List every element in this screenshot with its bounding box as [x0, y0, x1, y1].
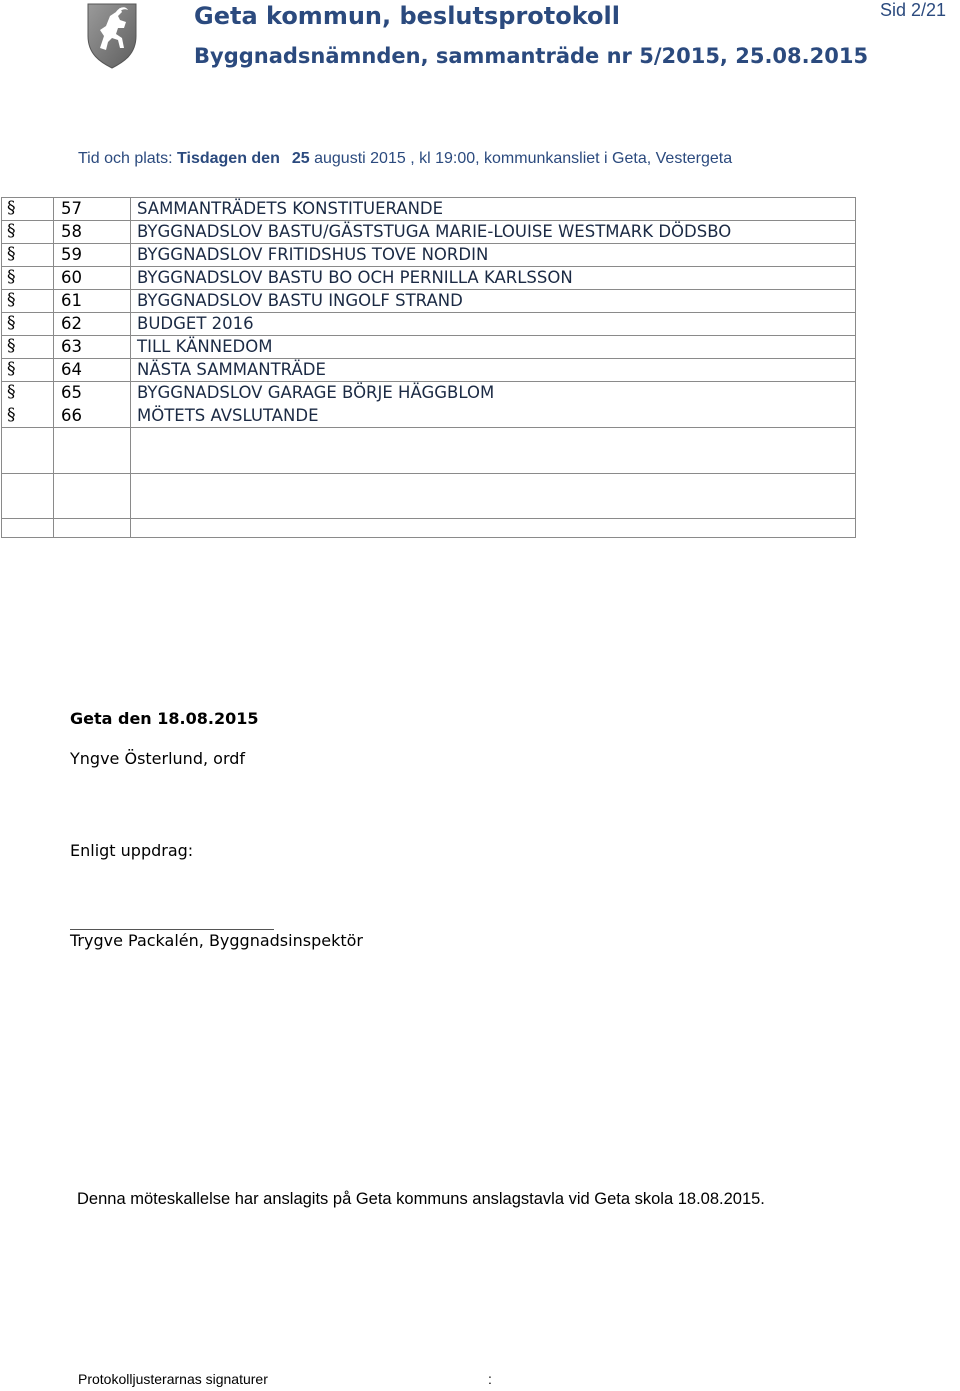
meeting-details: augusti 2015 , kl 19:00, kommunkansliet i Geta, Vestergeta	[314, 150, 733, 167]
agenda-title: BYGGNADSLOV BASTU INGOLF STRAND	[137, 291, 463, 310]
agenda-number: 63	[61, 337, 82, 356]
chair-name: Yngve Österlund, ordf	[70, 749, 246, 768]
agenda-number: 57	[61, 199, 82, 218]
agenda-number: 59	[61, 245, 82, 264]
agenda-row	[1, 197, 856, 220]
footer-label: Protokolljusterarnas signaturer	[78, 1371, 268, 1387]
agenda-row	[1, 266, 856, 289]
agenda-table	[1, 197, 856, 538]
agenda-number: 61	[61, 291, 82, 310]
section-symbol: §	[7, 221, 16, 241]
agenda-number: 62	[61, 314, 82, 333]
signature-line	[70, 929, 274, 930]
posting-notice: Denna möteskallelse har anslagits på Geta kommuns anslagstavla vid Geta skola 18.08.2015.	[77, 1190, 765, 1208]
coat-of-arms-goat-icon	[86, 2, 138, 70]
section-symbol: §	[7, 290, 16, 310]
section-symbol: §	[7, 382, 16, 402]
agenda-number: 66	[61, 406, 82, 425]
meeting-day: Tisdagen den	[177, 150, 280, 167]
agenda-title: BYGGNADSLOV BASTU BO OCH PERNILLA KARLSSON	[137, 268, 573, 287]
page-number: Sid 2/21	[880, 0, 947, 20]
agenda-number: 60	[61, 268, 82, 287]
inspector-name: Trygve Packalén, Byggnadsinspektör	[70, 931, 363, 950]
meeting-time-place	[78, 150, 732, 168]
agenda-number: 65	[61, 383, 82, 402]
agenda-row	[1, 358, 856, 381]
footer-signatures	[78, 1371, 492, 1387]
agenda-row	[1, 312, 856, 335]
meeting-label: Tid och plats:	[78, 150, 173, 167]
section-symbol: §	[7, 244, 16, 264]
agenda-number: 64	[61, 360, 82, 379]
agenda-title: BYGGNADSLOV FRITIDSHUS TOVE NORDIN	[137, 245, 489, 264]
document-title: Geta kommun, beslutsprotokoll	[194, 2, 620, 30]
agenda-row	[1, 220, 856, 243]
agenda-title: BYGGNADSLOV GARAGE BÖRJE HÄGGBLOM	[137, 383, 495, 402]
agenda-number: 58	[61, 222, 82, 241]
assignment-label: Enligt uppdrag:	[70, 841, 194, 860]
agenda-title: SAMMANTRÄDETS KONSTITUERANDE	[137, 199, 444, 218]
agenda-title: MÖTETS AVSLUTANDE	[137, 406, 319, 425]
document-subtitle: Byggnadsnämnden, sammanträde nr 5/2015, 25.08.2015	[194, 44, 869, 68]
agenda-row	[1, 404, 856, 427]
agenda-title: BUDGET 2016	[137, 314, 254, 333]
section-symbol: §	[7, 198, 16, 218]
signoff-date: Geta den 18.08.2015	[70, 709, 259, 728]
section-symbol: §	[7, 267, 16, 287]
section-symbol: §	[7, 313, 16, 333]
agenda-title: TILL KÄNNEDOM	[137, 337, 273, 356]
agenda-title: NÄSTA SAMMANTRÄDE	[137, 360, 326, 379]
meeting-daynum: 25	[291, 150, 310, 167]
section-symbol: §	[7, 336, 16, 356]
agenda-row	[1, 289, 856, 312]
section-symbol: §	[7, 405, 16, 425]
footer-colon: :	[488, 1371, 492, 1387]
agenda-title: BYGGNADSLOV BASTU/GÄSTSTUGA MARIE-LOUISE WESTMARK DÖDSBO	[137, 222, 732, 241]
agenda-row	[1, 335, 856, 358]
agenda-row	[1, 243, 856, 266]
section-symbol: §	[7, 359, 16, 379]
agenda-row	[1, 381, 856, 404]
